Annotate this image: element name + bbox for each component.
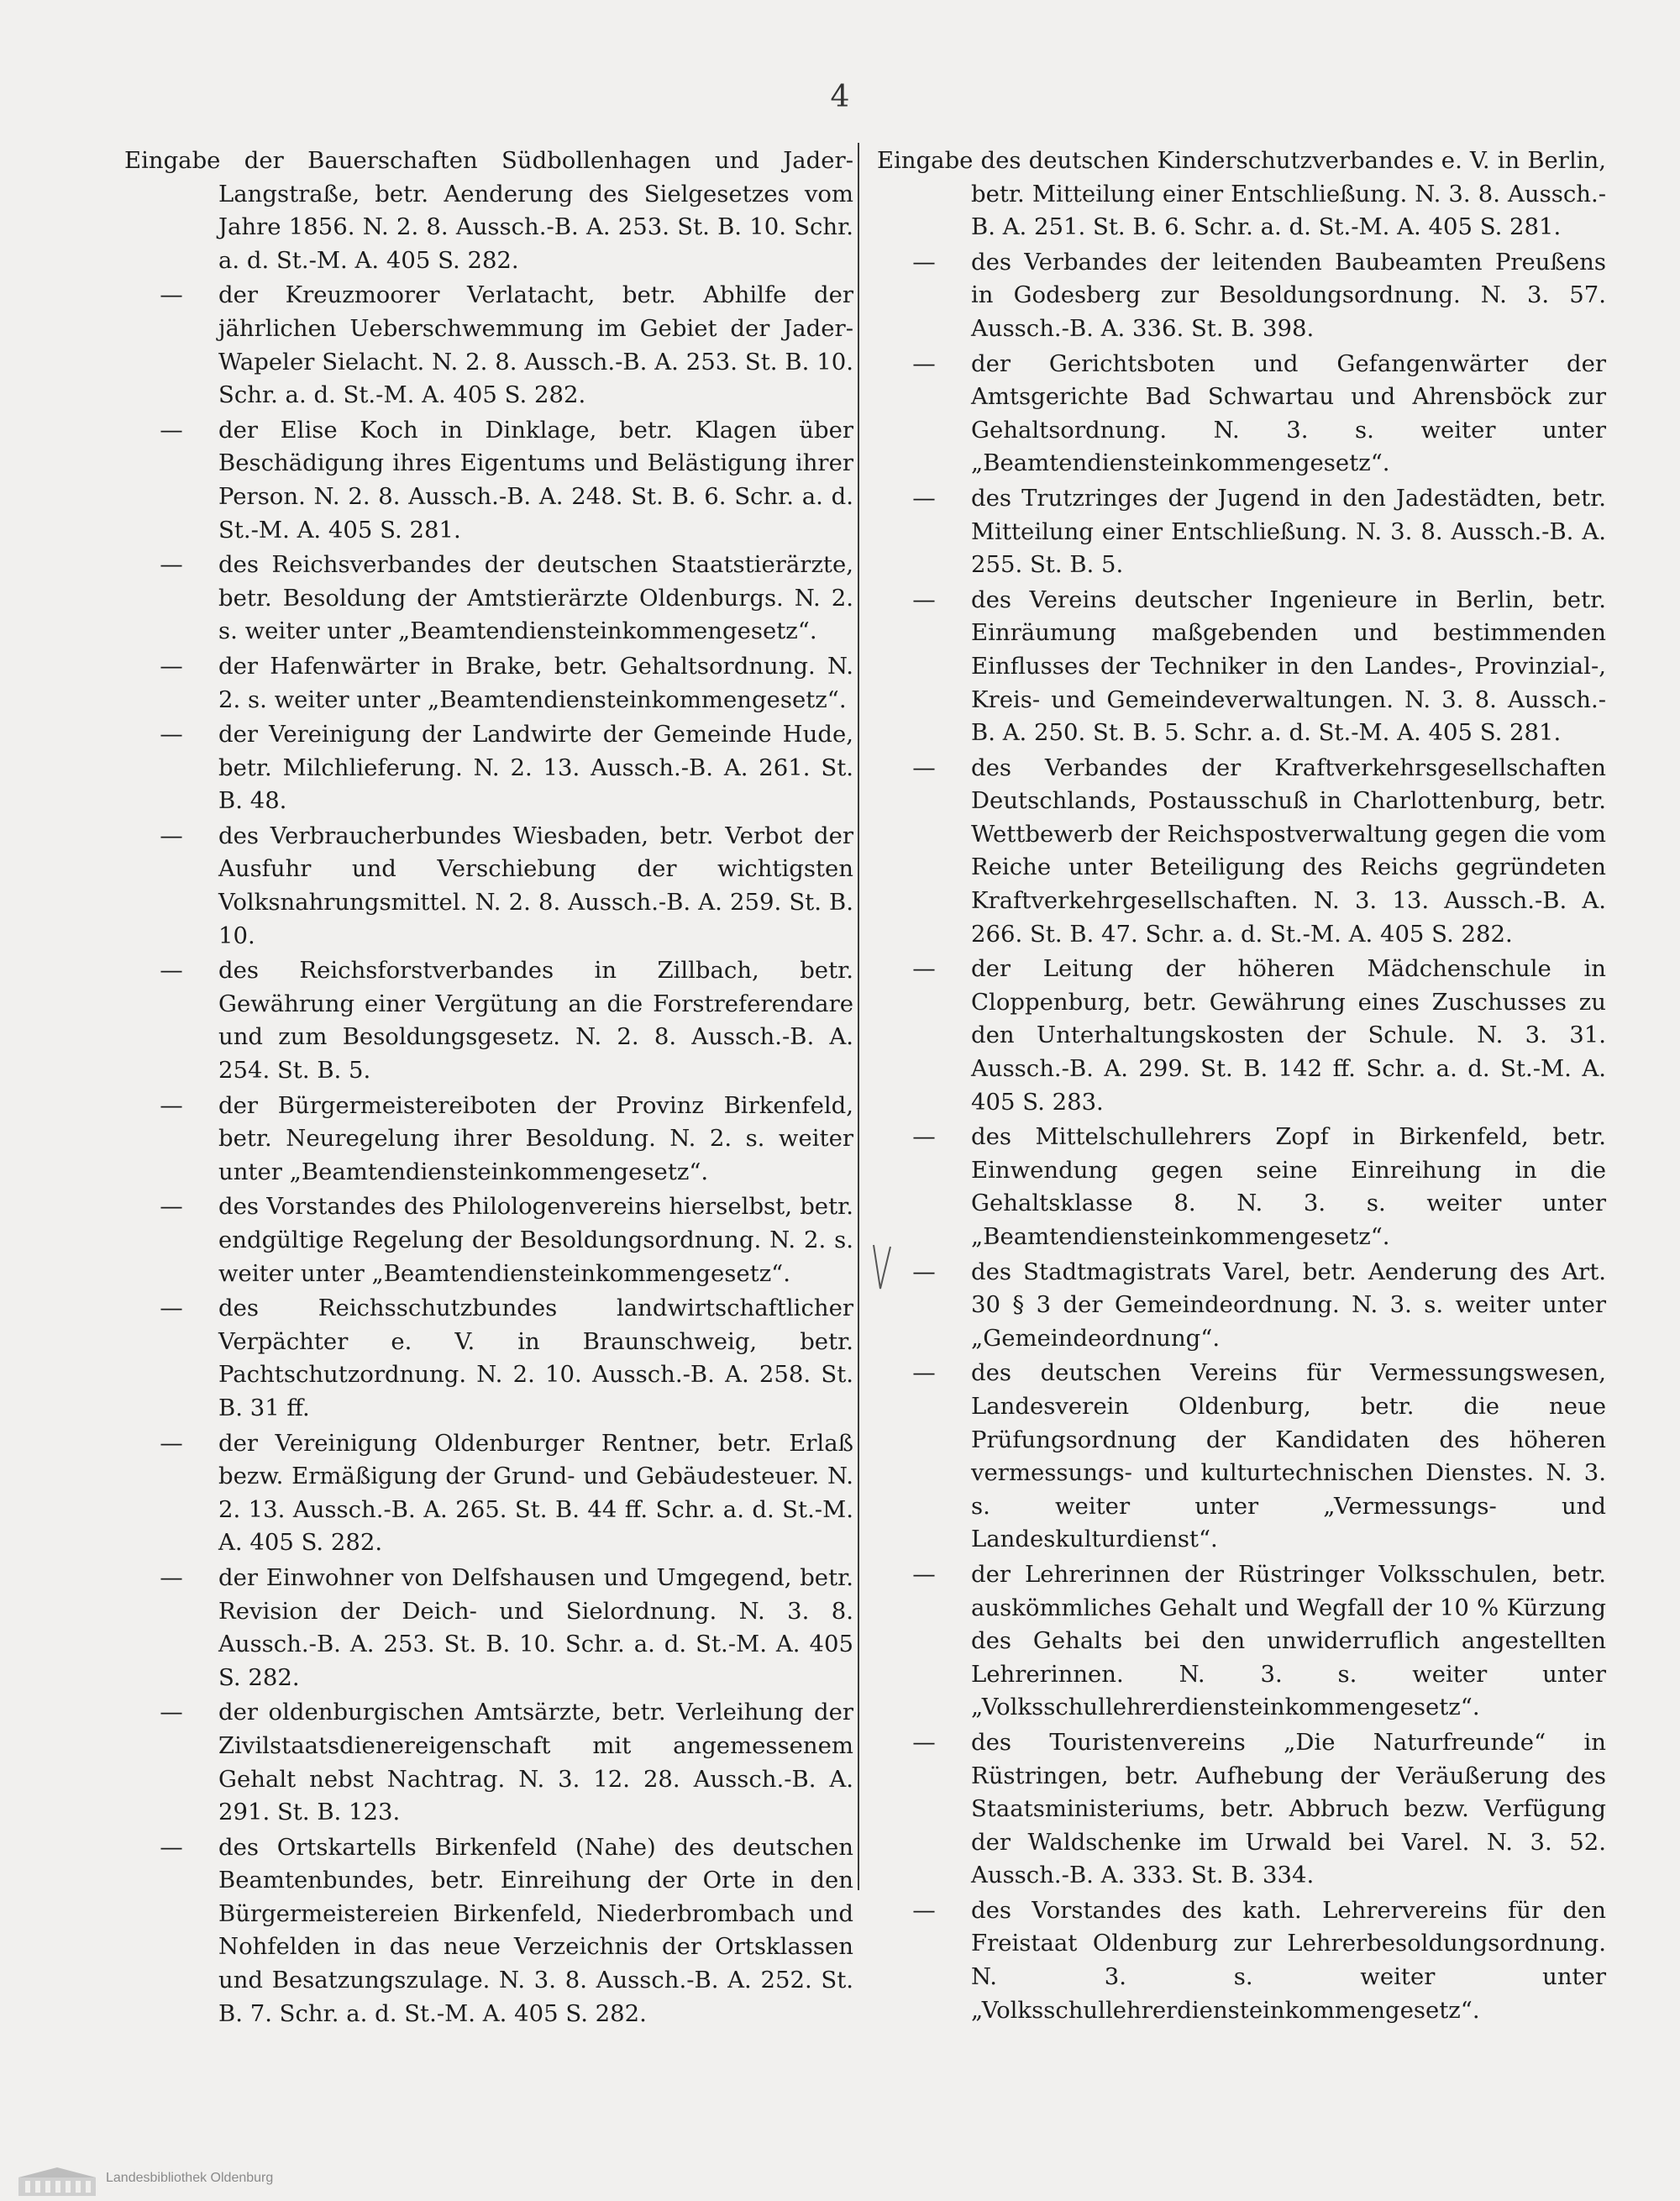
- list-item: [124, 144, 853, 277]
- entry-text: der Einwohner von Delfshausen und Umgegend, betr. Revision der Deich- und Sielordnung. N. 3. 8. Aussch.-B. A. 253. St. B. 10. Schr. a. d. St.-M. A. 405 S. 282.: [218, 1563, 853, 1691]
- entry-lead: —: [160, 652, 183, 680]
- footer-label: Landesbibliothek Oldenburg: [106, 2171, 274, 2185]
- entry-lead: —: [912, 1728, 936, 1756]
- entry-lead: —: [160, 1563, 183, 1591]
- entry-text: des Reichsforstverbandes in Zillbach, betr. Gewährung einer Vergütung an die Forstreferendare und zum Besoldungsgesetz. N. 2. 8. Aussch.-B. A. 254. St. B. 5.: [218, 957, 853, 1085]
- entry-lead: —: [912, 1123, 936, 1151]
- entry-text: des Vorstandes des Philologenvereins hierselbst, betr. endgültige Regelung der Besoldungsordnung. N. 2. s. weiter unter „Beamtendiensteinkommengesetz“.: [218, 1193, 853, 1287]
- list-item: [124, 1090, 853, 1190]
- page-number: 4: [830, 80, 850, 114]
- entry-text: der Bürgermeistereiboten der Provinz Birkenfeld, betr. Neuregelung ihrer Besoldung. N. 2. s. weiter unter „Beamtendiensteinkommengesetz“.: [218, 1091, 853, 1185]
- entry-lead: —: [912, 1560, 936, 1588]
- left-column: [124, 144, 853, 2032]
- entry-lead: —: [160, 1091, 183, 1119]
- entry-lead: —: [912, 1359, 936, 1387]
- entry-lead: —: [160, 1699, 183, 1726]
- entry-text: des Mittelschullehrers Zopf in Birkenfeld, betr. Einwendung gegen seine Einreihung in die Gehaltsklasse 8. N. 3. s. weiter unter „Beamtendiensteinkommengesetz“.: [971, 1123, 1606, 1250]
- entry-lead: —: [912, 1896, 936, 1924]
- entry-lead: —: [160, 822, 183, 849]
- entry-text: des Reichsschutzbundes landwirtschaftlicher Verpächter e. V. in Braunschweig, betr. Pachtschutzordnung. N. 2. 10. Aussch.-B. A. 258. St. B. 31 ff.: [218, 1295, 853, 1421]
- list-item: [124, 954, 853, 1087]
- list-item: [124, 279, 853, 412]
- list-item: [877, 144, 1606, 244]
- list-item: [877, 1726, 1606, 1893]
- entry-lead: —: [912, 349, 936, 377]
- list-item: [877, 1256, 1606, 1356]
- entry-text: des Verbraucherbundes Wiesbaden, betr. Verbot der Ausfuhr und Verschiebung der wichtigsten Volksnahrungsmittel. N. 2. 8. Aussch.-B. A. 259. St. B. 10.: [218, 822, 853, 949]
- entry-text: des Trutzringes der Jugend in den Jadestädten, betr. Mitteilung einer Entschließung. N. 3. 8. Aussch.-B. A. 255. St. B. 5.: [971, 484, 1606, 579]
- entry-text: der Bauerschaften Südbollenhagen und Jader-Langstraße, betr. Aenderung des Sielgesetzes vom Jahre 1856. N. 2. 8. Aussch.-B. A. 253. St. B. 10. Schr. a. d. St.-M. A. 405 S. 282.: [218, 147, 853, 274]
- list-item: [124, 1427, 853, 1560]
- list-item: [124, 1562, 853, 1694]
- entry-text: des Reichsverbandes der deutschen Staatstierärzte, betr. Besoldung der Amtstierärzte Oldenburgs. N. 2. s. weiter unter „Beamtendiensteinkommengesetz“.: [218, 551, 853, 645]
- entry-text: des deutschen Vereins für Vermessungswesen, Landesverein Oldenburg, betr. die neue Prüfungsordnung der Kandidaten des höheren vermessungs- und kulturtechnischen Dienstes. N. 3. s. weiter unter „Vermessungs- und Landeskulturdienst“.: [971, 1359, 1606, 1553]
- entry-lead: —: [912, 754, 936, 781]
- entry-text: des deutschen Kinderschutzverbandes e. V. in Berlin, betr. Mitteilung einer Entschließung. N. 3. 8. Aussch.-B. A. 251. St. B. 6. Schr. a. d. St.-M. A. 405 S. 281.: [971, 147, 1606, 241]
- entry-text: des Stadtmagistrats Varel, betr. Aenderung des Art. 30 § 3 der Gemeindeordnung. N. 3. s. weiter unter „Gemeindeordnung“.: [971, 1258, 1606, 1352]
- list-item: [877, 246, 1606, 346]
- entry-text: des Verbandes der leitenden Baubeamten Preußens in Godesberg zur Besoldungsordnung. N. 3. 57. Aussch.-B. A. 336. St. B. 398.: [971, 248, 1606, 342]
- footer: [0, 2159, 1680, 2201]
- entry-text: der Lehrerinnen der Rüstringer Volksschulen, betr. auskömmliches Gehalt und Wegfall der 10 % Kürzung des Gehalts bei den unwiderruflich angestellten Lehrerinnen. N. 3. s. weiter unter „Volksschullehrerdiensteinkommengesetz“.: [971, 1560, 1606, 1721]
- entry-text: der Leitung der höheren Mädchenschule in Cloppenburg, betr. Gewährung eines Zuschusses zu den Unterhaltungskosten der Schule. N. 3. 31. Aussch.-B. A. 299. St. B. 142 ff. Schr. a. d. St.-M. A. 405 S. 283.: [971, 955, 1606, 1116]
- entry-text: der Hafenwärter in Brake, betr. Gehaltsordnung. N. 2. s. weiter unter „Beamtendiensteinkommengesetz“.: [218, 652, 853, 713]
- list-item: [877, 1558, 1606, 1725]
- entry-lead: —: [912, 248, 936, 276]
- list-item: [877, 1357, 1606, 1557]
- list-item: [124, 718, 853, 818]
- list-item: [124, 820, 853, 953]
- list-item: [877, 953, 1606, 1119]
- list-item: [877, 752, 1606, 952]
- entry-lead: —: [160, 551, 183, 579]
- entry-text: der Gerichtsboten und Gefangenwärter der Amtsgerichte Bad Schwartau und Ahrensböck zur Gehaltsordnung. N. 3. s. weiter unter „Beamtendiensteinkommengesetz“.: [971, 349, 1606, 477]
- entry-lead: Eingabe: [124, 147, 221, 174]
- list-item: [877, 482, 1606, 582]
- entry-text: der Vereinigung Oldenburger Rentner, betr. Erlaß bezw. Ermäßigung der Grund- und Gebäudesteuer. N. 2. 13. Aussch.-B. A. 265. St. B. 44 ff. Schr. a. d. St.-M. A. 405 S. 282.: [218, 1429, 853, 1557]
- entry-lead: —: [160, 416, 183, 444]
- entry-lead: Eingabe: [877, 147, 974, 174]
- list-item: [124, 1831, 853, 2031]
- entry-text: des Vorstandes des kath. Lehrervereins für den Freistaat Oldenburg zur Lehrerbesoldungsordnung. N. 3. s. weiter unter „Volksschullehrerdiensteinkommengesetz“.: [971, 1896, 1606, 2024]
- list-item: [124, 549, 853, 649]
- list-item: [124, 1696, 853, 1829]
- entry-lead: —: [160, 281, 183, 309]
- column-divider: [858, 143, 859, 1890]
- library-building-icon: [17, 2166, 97, 2198]
- entry-lead: —: [160, 721, 183, 749]
- entry-text: des Ortskartells Birkenfeld (Nahe) des deutschen Beamtenbundes, betr. Einreihung der Orte in den Bürgermeistereien Birkenfeld, Niederbrombach und Nohfelden in das neue Verzeichnis der Ortsklassen und Besatzungszulage. N. 3. 8. Aussch.-B. A. 252. St. B. 7. Schr. a. d. St.-M. A. 405 S. 282.: [218, 1833, 853, 2027]
- entry-text: der oldenburgischen Amtsärzte, betr. Verleihung der Zivilstaatsdienereigenschaft mit angemessenem Gehalt nebst Nachtrag. N. 3. 12. 28. Aussch.-B. A. 291. St. B. 123.: [218, 1699, 853, 1826]
- list-item: [124, 414, 853, 547]
- entry-lead: —: [912, 1258, 936, 1285]
- entry-lead: —: [160, 1429, 183, 1457]
- entry-lead: —: [912, 955, 936, 983]
- entry-text: des Touristenvereins „Die Naturfreunde“ in Rüstringen, betr. Aufhebung der Veräußerung des Staatsministeriums, betr. Abbruch bezw. Verfügung der Waldschenke im Urwald bei Varel. N. 3. 52. Aussch.-B. A. 333. St. B. 334.: [971, 1728, 1606, 1889]
- entry-lead: —: [912, 586, 936, 613]
- entry-text: der Kreuzmoorer Verlatacht, betr. Abhilfe der jährlichen Ueberschwemmung im Gebiet der Jader-Wapeler Sielacht. N. 2. 8. Aussch.-B. A. 253. St. B. 10. Schr. a. d. St.-M. A. 405 S. 282.: [218, 281, 853, 409]
- entry-text: des Verbandes der Kraftverkehrsgesellschaften Deutschlands, Postausschuß in Charlottenburg, betr. Wettbewerb der Reichspostverwaltung gegen die vom Reiche unter Beteiligung des Reichs gegründeten Kraftverkehrgesellschaften. N. 3. 13. Aussch.-B. A. 266. St. B. 47. Schr. a. d. St.-M. A. 405 S. 282.: [971, 754, 1606, 948]
- pencil-mark-icon: [869, 1242, 894, 1292]
- entry-text: des Vereins deutscher Ingenieure in Berlin, betr. Einräumung maßgebenden und bestimmenden Einflusses der Techniker in den Landes-, Provinzial-, Kreis- und Gemeindeverwaltungen. N. 3. 8. Aussch.-B. A. 250. St. B. 5. Schr. a. d. St.-M. A. 405 S. 281.: [971, 586, 1606, 747]
- list-item: [124, 650, 853, 717]
- entry-lead: —: [160, 1295, 183, 1322]
- entry-lead: —: [160, 1193, 183, 1221]
- entry-lead: —: [160, 957, 183, 985]
- list-item: [877, 1894, 1606, 2027]
- right-column: [877, 144, 1606, 2029]
- entry-text: der Vereinigung der Landwirte der Gemeinde Hude, betr. Milchlieferung. N. 2. 13. Aussch.-B. A. 261. St. B. 48.: [218, 721, 853, 815]
- entry-text: der Elise Koch in Dinklage, betr. Klagen über Beschädigung ihres Eigentums und Belästigung ihrer Person. N. 2. 8. Aussch.-B. A. 248. St. B. 6. Schr. a. d. St.-M. A. 405 S. 281.: [218, 416, 853, 544]
- list-item: [124, 1292, 853, 1425]
- entry-lead: —: [912, 484, 936, 512]
- list-item: [124, 1190, 853, 1290]
- entry-lead: —: [160, 1833, 183, 1861]
- list-item: [877, 348, 1606, 481]
- list-item: [877, 1121, 1606, 1253]
- list-item: [877, 584, 1606, 750]
